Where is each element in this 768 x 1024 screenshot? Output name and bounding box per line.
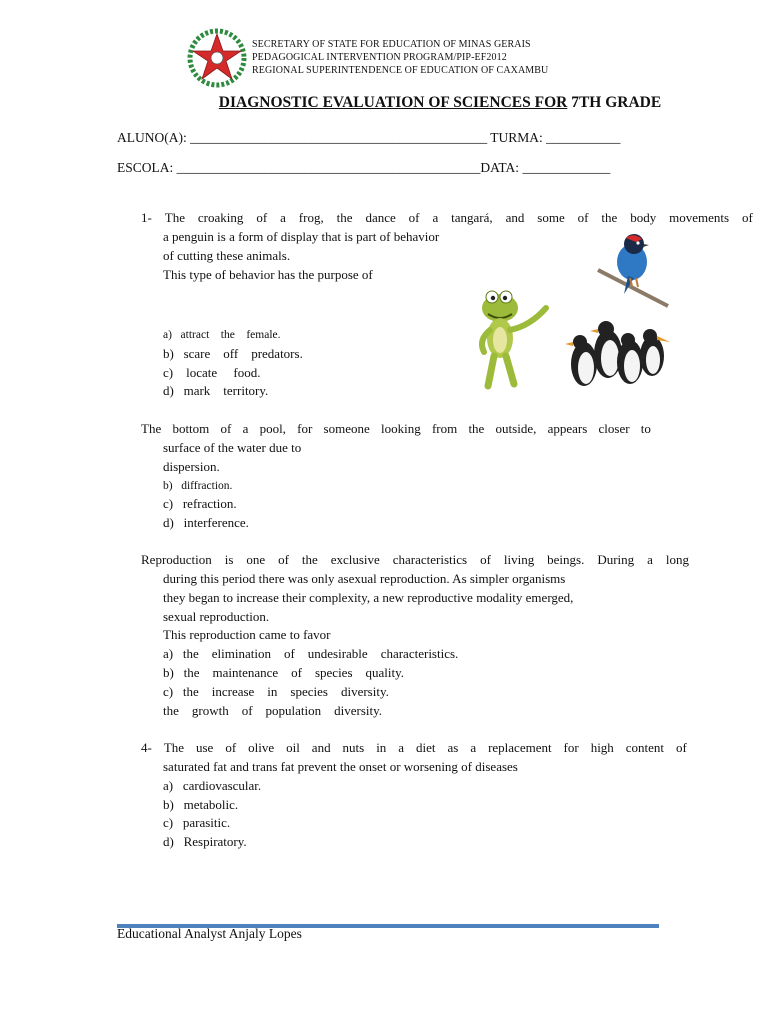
q1-word: of [256,210,268,225]
q1-word: of [408,210,420,225]
q4-option-c[interactable]: c) parasitic. [163,815,231,831]
q1-word: dance [365,210,396,225]
q2-word: closer [598,421,630,436]
q4-word: of [225,740,237,755]
q3-line-4: sexual reproduction. [163,608,270,624]
q3-option-d[interactable]: the growth of population diversity. [163,702,383,718]
header-line-3: REGIONAL SUPERINTENDENCE OF EDUCATION OF CAXAMBU [252,65,549,76]
q4-word: nuts [342,740,365,755]
q4-word: oil [286,740,300,755]
q3-word: of [278,552,289,567]
q3-word: exclusive [330,552,380,567]
q2-word: bottom [172,421,210,436]
q4-word: for [563,740,579,755]
q3-word: beings. [547,552,585,567]
q4-word: in [376,740,387,755]
q4-word: and [311,740,331,755]
q4-word: a [398,740,405,755]
q1-option-c[interactable]: c) locate food. [163,364,261,380]
escola-label: ESCOLA: [117,160,177,175]
q4-option-a[interactable]: a) cardiovascular. [163,777,262,793]
q3-word: Reproduction [141,552,212,567]
q1-word: of [577,210,589,225]
data-label: DATA: [480,160,523,175]
q3-option-b[interactable]: b) the maintenance of species quality. [163,664,405,680]
q1-line-3: of cutting these animals. [163,247,291,263]
q1-word: body [630,210,657,225]
q3-line-5: This reproduction came to favor [163,627,331,643]
q3-word: is [224,552,234,567]
aluno-line[interactable]: ____________________________________________ [190,130,488,145]
q1-word: of [742,210,753,225]
q2-line-2: surface of the water due to [163,440,302,455]
q4-word: a [470,740,477,755]
q2-option-b[interactable]: b) diffraction. [163,479,233,492]
q1-line-4: This type of behavior has the purpose of [163,266,373,282]
q1-word: and [505,210,525,225]
q2-word: appears [547,421,588,436]
footer-author: Educational Analyst Anjaly Lopes [117,926,302,941]
q1-word: a [280,210,286,225]
q2-word: for [297,421,313,436]
q2-word: someone [323,421,370,436]
q4-word: The [163,740,185,755]
q3-word: During [597,552,635,567]
q4-word: olive [248,740,275,755]
q4-word: use [196,740,214,755]
q1-number: 1- [141,210,152,225]
q4-word: as [447,740,459,755]
school-field[interactable] [117,160,610,176]
q2-word: The [141,421,162,436]
q1-word: croaking [197,210,244,225]
q2-word: to [640,421,651,436]
q4-word: diet [416,740,436,755]
q2-word: looking [380,421,421,436]
q1-options [163,326,303,401]
frog-image [470,286,552,390]
q1-word: frog, [298,210,324,225]
header-line-2: PEDAGOGICAL INTERVENTION PROGRAM/PIP-EF2012 [252,52,507,63]
q2-first-line [141,421,651,437]
q3-word: living [503,552,535,567]
q4-word: replacement [488,740,552,755]
q3-line-2: during this period there was only asexual reproduction. As simpler organisms [163,571,566,586]
q4-word: of [676,740,687,755]
q2-line-3: dispersion. [163,458,220,474]
q4-option-b[interactable]: b) metabolic. [163,796,239,812]
q1-line-2: a penguin is a form of display that is part of behavior [163,229,440,244]
q4-word: high [590,740,614,755]
q1-option-d[interactable]: d) mark territory. [163,383,269,399]
q2-option-d[interactable]: d) interference. [163,515,249,531]
q4-option-d[interactable]: d) Respiratory. [163,834,247,850]
q1-option-a[interactable]: a) attract the female. [163,329,281,341]
q3-line-3: they began to increase their complexity, a new reproductive modality emerged, [163,589,574,605]
title-underlined: DIAGNOSTIC EVALUATION OF SCIENCES FOR [218,94,568,111]
page-title [0,94,768,112]
student-field[interactable] [117,130,620,146]
q2-body [163,439,301,533]
aluno-label: ALUNO(A): [117,130,191,145]
q2-word: from [431,421,458,436]
data-line[interactable]: _____________ [522,160,611,175]
q1-word: some [537,210,565,225]
q3-first-line [141,552,689,568]
tangara-bird-image [596,232,670,308]
q3-option-c[interactable]: c) the increase in species diversity. [163,683,389,699]
q4-number: 4- [141,740,152,755]
q2-option-c[interactable]: c) refraction. [163,496,237,512]
q3-word: of [480,552,491,567]
q3-word: characteristics [392,552,468,567]
turma-line[interactable]: ___________ [546,130,621,145]
q1-word: the [601,210,618,225]
q4-body [163,758,518,852]
q4-line-2: saturated fat and trans fat prevent the onset or worsening of diseases [163,759,518,774]
q3-word: long [665,552,689,567]
q2-word: pool, [259,421,286,436]
q1-word: tangará, [451,210,493,225]
q2-word: of [220,421,232,436]
header-line-1: SECRETARY OF STATE FOR EDUCATION OF MINAS GERAIS [252,39,531,50]
q1-option-b[interactable]: b) scare off predators. [163,345,303,361]
q1-word: a [432,210,439,225]
q3-option-a[interactable]: a) the elimination of undesirable characteristics. [163,646,459,662]
turma-label: TURMA: [487,130,547,145]
q1-word: movements [669,210,730,225]
q2-word: outside, [495,421,537,436]
q2-word: the [468,421,485,436]
q4-word: content [625,740,665,755]
q1-word: The [164,210,185,225]
q3-body [163,570,573,720]
penguins-image [562,316,672,392]
q1-body [163,228,439,284]
q3-word: a [647,552,653,567]
title-grade: 7TH GRADE [567,94,662,111]
escola-line[interactable]: _____________________________________________ [176,160,481,175]
state-seal-logo [186,28,248,88]
q4-first-line [141,740,687,756]
q1-word: the [336,210,353,225]
q3-word: the [301,552,318,567]
institution-header [252,38,548,77]
q3-word: one [246,552,266,567]
q1-first-line [141,210,753,226]
q2-word: a [242,421,249,436]
